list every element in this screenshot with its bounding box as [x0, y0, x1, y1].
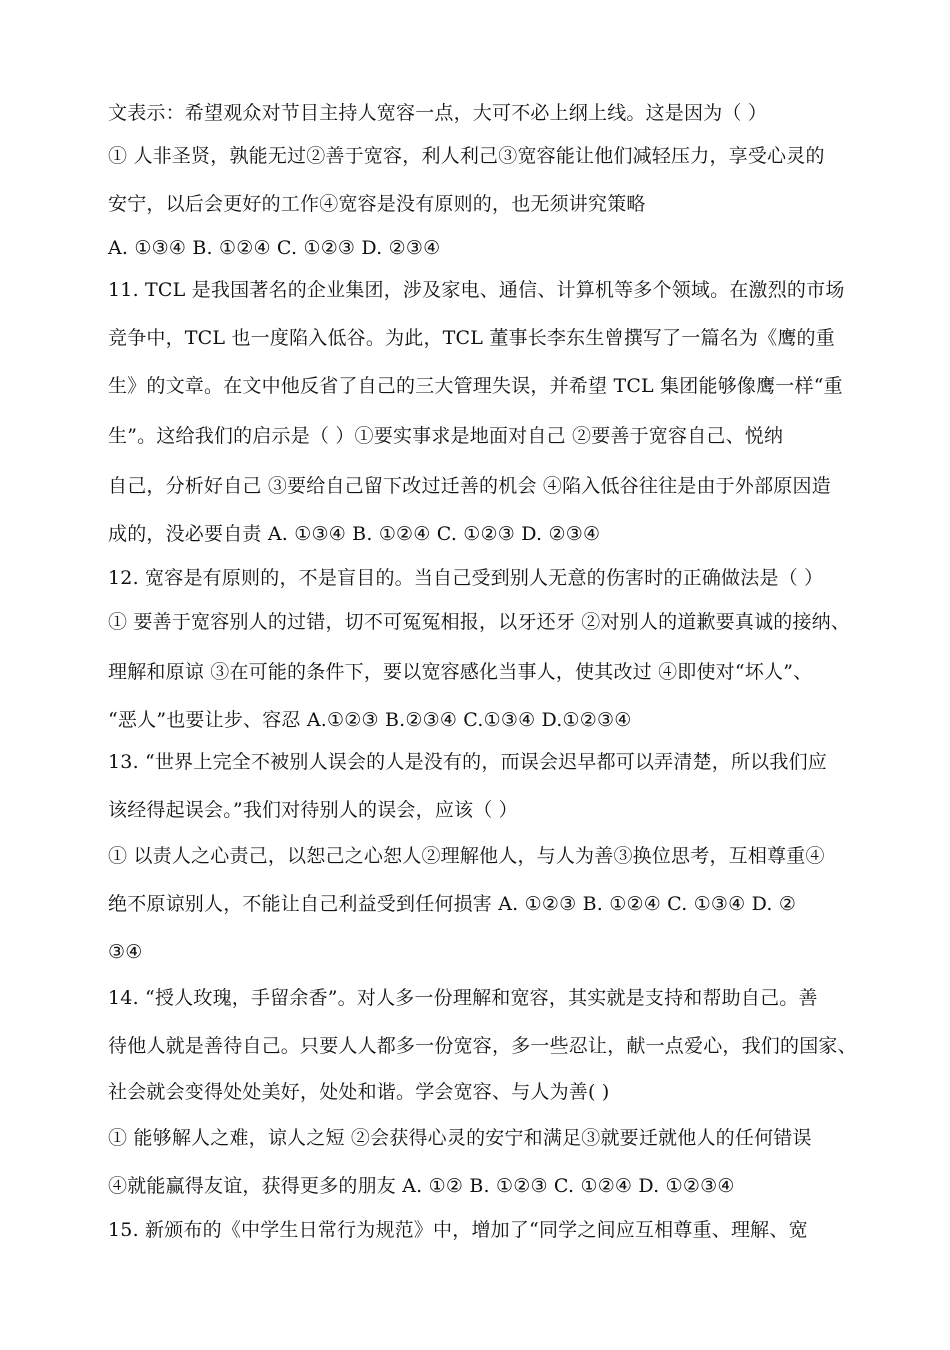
text-line: “恶人”也要让步、容忍 A.①②③ B.②③④ C.①③④ D.①②③④ [108, 709, 632, 731]
answer-options: A. ①③④ B. ①②④ C. ①②③ D. ②③④ [108, 237, 441, 259]
text-line: ④就能赢得友谊，获得更多的朋友 A. ①② B. ①②③ C. ①②④ D. ①②③④ [108, 1175, 735, 1197]
text-line: 文表示：希望观众对节目主持人宽容一点，大可不必上纲上线。这是因为（ ） [108, 102, 768, 124]
text-line: ① 要善于宽容别人的过错，切不可冤冤相报，以牙还牙 ②对别人的道歉要真诚的接纳、 [108, 611, 851, 633]
text-line: ① 以责人之心责己，以恕己之心恕人②理解他人，与人为善③换位思考，互相尊重④ [108, 845, 825, 867]
text-line: ③④ [108, 941, 143, 963]
text-line: 竞争中，TCL 也一度陷入低谷。为此，TCL 董事长李东生曾撰写了一篇名为《鹰的重 [108, 327, 835, 349]
text-line: 该经得起误会。”我们对待别人的误会，应该（ ） [108, 799, 518, 821]
text-line: ① 人非圣贤，孰能无过②善于宽容，利人利己③宽容能让他们减轻压力，享受心灵的 [108, 145, 825, 167]
text-line: 安宁，以后会更好的工作④宽容是没有原则的，也无须讲究策略 [108, 193, 646, 215]
text-line: ① 能够解人之难，谅人之短 ②会获得心灵的安宁和满足③就要迁就他人的任何错误 [108, 1127, 812, 1149]
text-line: 成的，没必要自责 A. ①③④ B. ①②④ C. ①②③ D. ②③④ [108, 523, 601, 545]
text-line: 社会就会变得处处美好，处处和谐。学会宽容、与人为善( ) [108, 1081, 610, 1103]
question-12: 12. 宽容是有原则的，不是盲目的。当自己受到别人无意的伤害时的正确做法是（ ） [108, 567, 824, 589]
text-line: 待他人就是善待自己。只要人人都多一份宽容，多一些忍让，献一点爱心，我们的国家、 [108, 1035, 857, 1057]
text-line: 理解和原谅 ③在可能的条件下，要以宽容感化当事人，使其改过 ④即使对“坏人”、 [108, 661, 813, 683]
question-14: 14. “授人玫瑰，手留余香”。对人多一份理解和宽容，其实就是支持和帮助自己。善 [108, 987, 818, 1009]
text-line: 生”。这给我们的启示是（ ）①要实事求是地面对自己 ②要善于宽容自己、悦纳 [108, 425, 784, 447]
text-line: 生》的文章。在文中他反省了自己的三大管理失误，并希望 TCL 集团能够像鹰一样“重 [108, 375, 843, 397]
text-line: 绝不原谅别人，不能让自己利益受到任何损害 A. ①②③ B. ①②④ C. ①③④ D. ② [108, 893, 797, 915]
question-11: 11. TCL 是我国著名的企业集团，涉及家电、通信、计算机等多个领域。在激烈的市场 [108, 279, 845, 301]
text-line: 自己，分析好自己 ③要给自己留下改过迁善的机会 ④陷入低谷往往是由于外部原因造 [108, 475, 831, 497]
question-13: 13. “世界上完全不被别人误会的人是没有的，而误会迟早都可以弄清楚，所以我们应 [108, 751, 827, 773]
question-15: 15. 新颁布的《中学生日常行为规范》中，增加了“同学之间应互相尊重、理解、宽 [108, 1219, 808, 1241]
